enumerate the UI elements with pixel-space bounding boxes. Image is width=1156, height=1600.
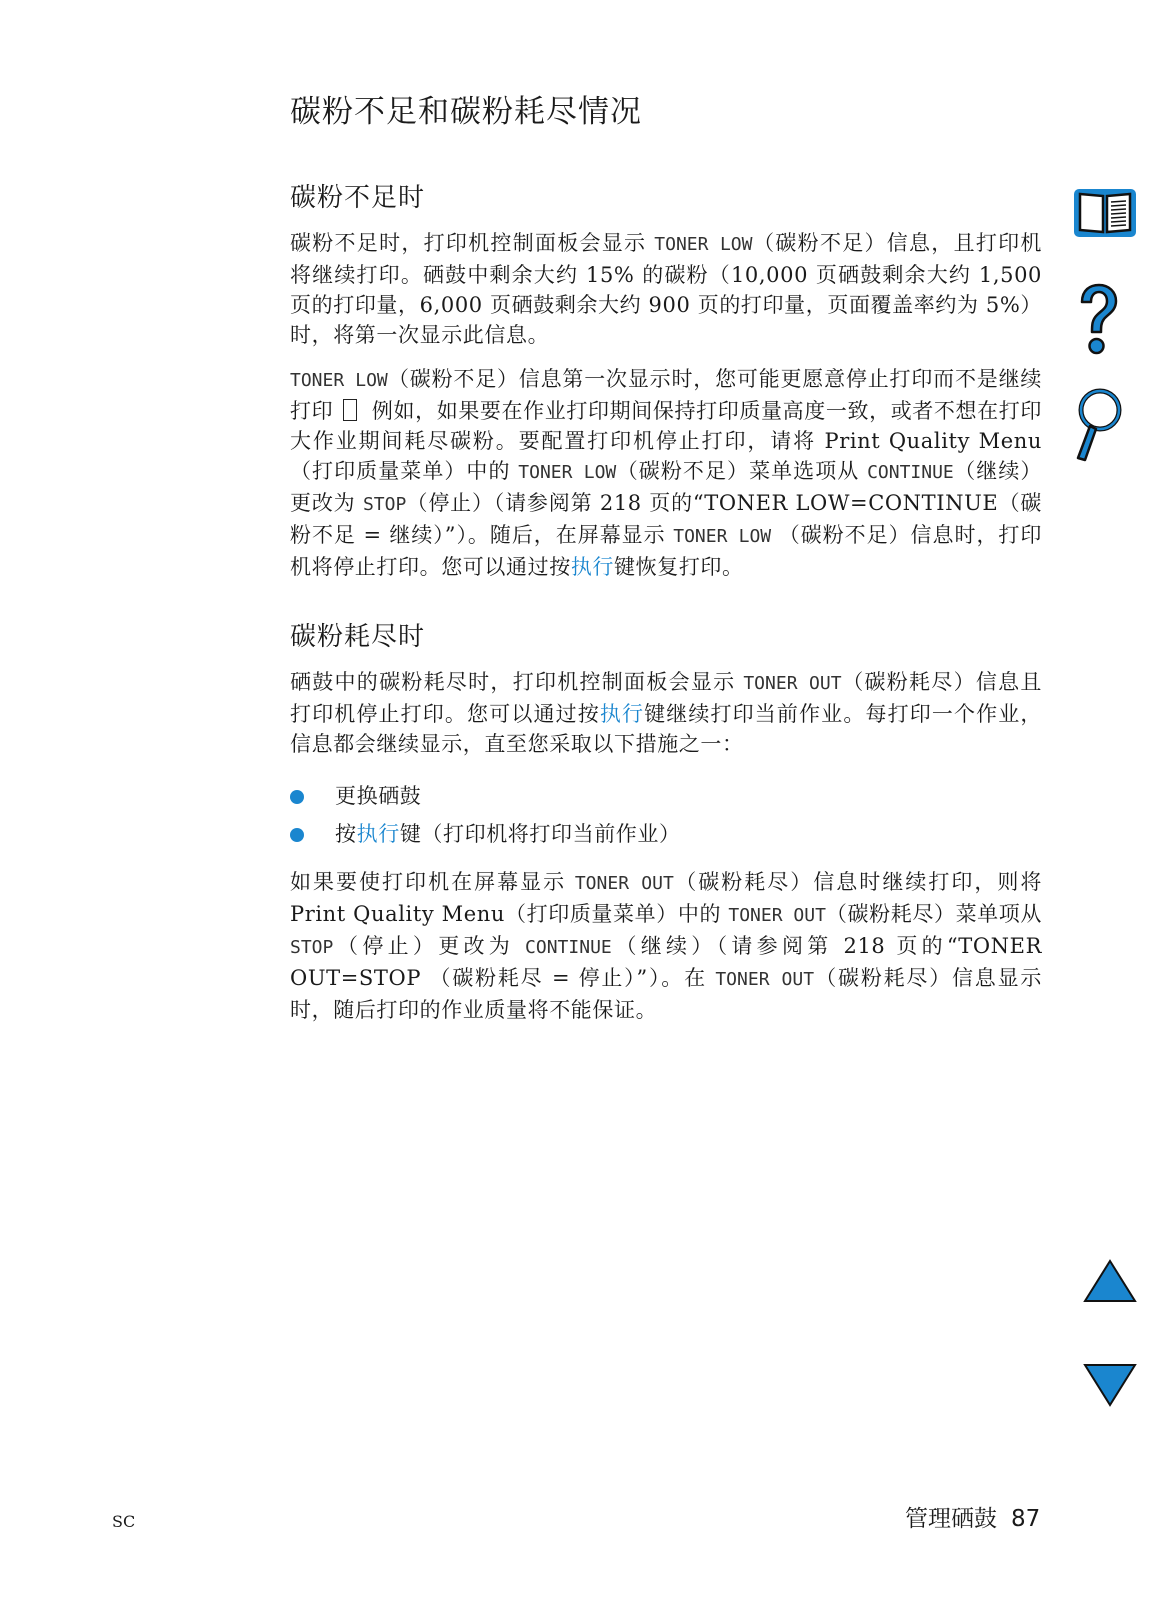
down-arrow-icon[interactable] xyxy=(1082,1362,1138,1412)
question-icon[interactable] xyxy=(1076,282,1120,362)
main-content xyxy=(290,60,1042,1039)
panel-message: TONER LOW xyxy=(654,234,753,255)
panel-message: TONER OUT xyxy=(728,905,826,926)
paragraph-toner-out-2: 如果要使打印机在屏幕显示 TONER OUT（碳粉耗尽）信息时继续打印，则将 Print Quality Menu（打印质量菜单）中的 TONER OUT（碳粉耗尽）菜单项从 STOP（停止）更改为 CONTINUE（继续）（请参阅第 218 页的“TONER OUT=STOP （碳粉耗尽 = 停止）”）。在 TONER OUT（碳粉耗尽）信息显示时，随后打印的作业质量将不能保证。 xyxy=(290,870,1043,1022)
up-arrow-icon[interactable] xyxy=(1082,1258,1138,1308)
list-item: 更换硒鼓 xyxy=(290,781,1042,811)
paragraph-toner-out-1: 硒鼓中的碳粉耗尽时，打印机控制面板会显示 TONER OUT（碳粉耗尽）信息且打印机停止打印。您可以通过按执行键继续打印当前作业。每打印一个作业，信息都会继续显示，直至您采取以下措施之一： xyxy=(290,670,1042,756)
section-heading-toner-out: 碳粉耗尽时 xyxy=(290,622,426,652)
bullet-icon xyxy=(290,828,304,842)
panel-message: TONER LOW xyxy=(673,526,772,547)
missing-glyph-box xyxy=(343,399,357,421)
magnifier-icon[interactable] xyxy=(1072,386,1122,468)
panel-message: TONER OUT xyxy=(743,673,842,694)
footer-section xyxy=(905,1500,1040,1533)
action-list xyxy=(290,781,1042,849)
page-title: 碳粉不足和碳粉耗尽情况 xyxy=(290,94,642,130)
execute-key-link[interactable]: 执行 xyxy=(570,555,615,579)
list-item: 按执行键（打印机将打印当前作业） xyxy=(290,819,1042,849)
page-number: 87 xyxy=(1011,1506,1041,1532)
panel-message: STOP xyxy=(290,937,334,958)
execute-key-link[interactable]: 执行 xyxy=(599,702,645,726)
book-icon[interactable] xyxy=(1072,186,1138,244)
panel-message: CONTINUE xyxy=(867,462,954,483)
panel-message: TONER LOW xyxy=(290,370,388,391)
panel-message: TONER OUT xyxy=(715,969,815,990)
paragraph-toner-low-2: TONER LOW（碳粉不足）信息第一次显示时，您可能更愿意停止打印而不是继续打印 例如，如果要在作业打印期间保持打印质量高度一致，或者不想在打印大作业期间耗尽碳粉。要配置打印机停止打印，请将 Print Quality Menu（打印质量菜单）中的 TONER LOW（碳粉不足）菜单选项从 CONTINUE（继续）更改为 STOP（停止）（请参阅第 218 页的“TONER LOW=CONTINUE（碳粉不足 = 继续）”）。随后，在屏幕显示 TONER LOW （碳粉不足）信息时，打印机将停止打印。您可以通过按执行键恢复打印。 xyxy=(290,367,1043,579)
panel-message: STOP xyxy=(362,494,407,515)
execute-key-link[interactable]: 执行 xyxy=(356,822,400,846)
section-heading-toner-low: 碳粉不足时 xyxy=(290,183,426,213)
paragraph-toner-low-1: 碳粉不足时，打印机控制面板会显示 TONER LOW（碳粉不足）信息，且打印机将继续打印。硒鼓中剩余大约 15% 的碳粉（10,000 页硒鼓剩余大约 1,500 页的打印量，6,000 页硒鼓剩余大约 900 页的打印量，页面覆盖率约为 5%）时，将第一次显示此信息。 xyxy=(290,231,1042,347)
panel-message: CONTINUE xyxy=(525,937,612,958)
panel-message: TONER OUT xyxy=(574,873,674,894)
footer-section-title: 管理硒鼓 xyxy=(905,1506,997,1532)
panel-message: TONER LOW xyxy=(518,462,617,483)
footer-language: SC xyxy=(112,1512,136,1531)
bullet-icon xyxy=(290,790,304,804)
